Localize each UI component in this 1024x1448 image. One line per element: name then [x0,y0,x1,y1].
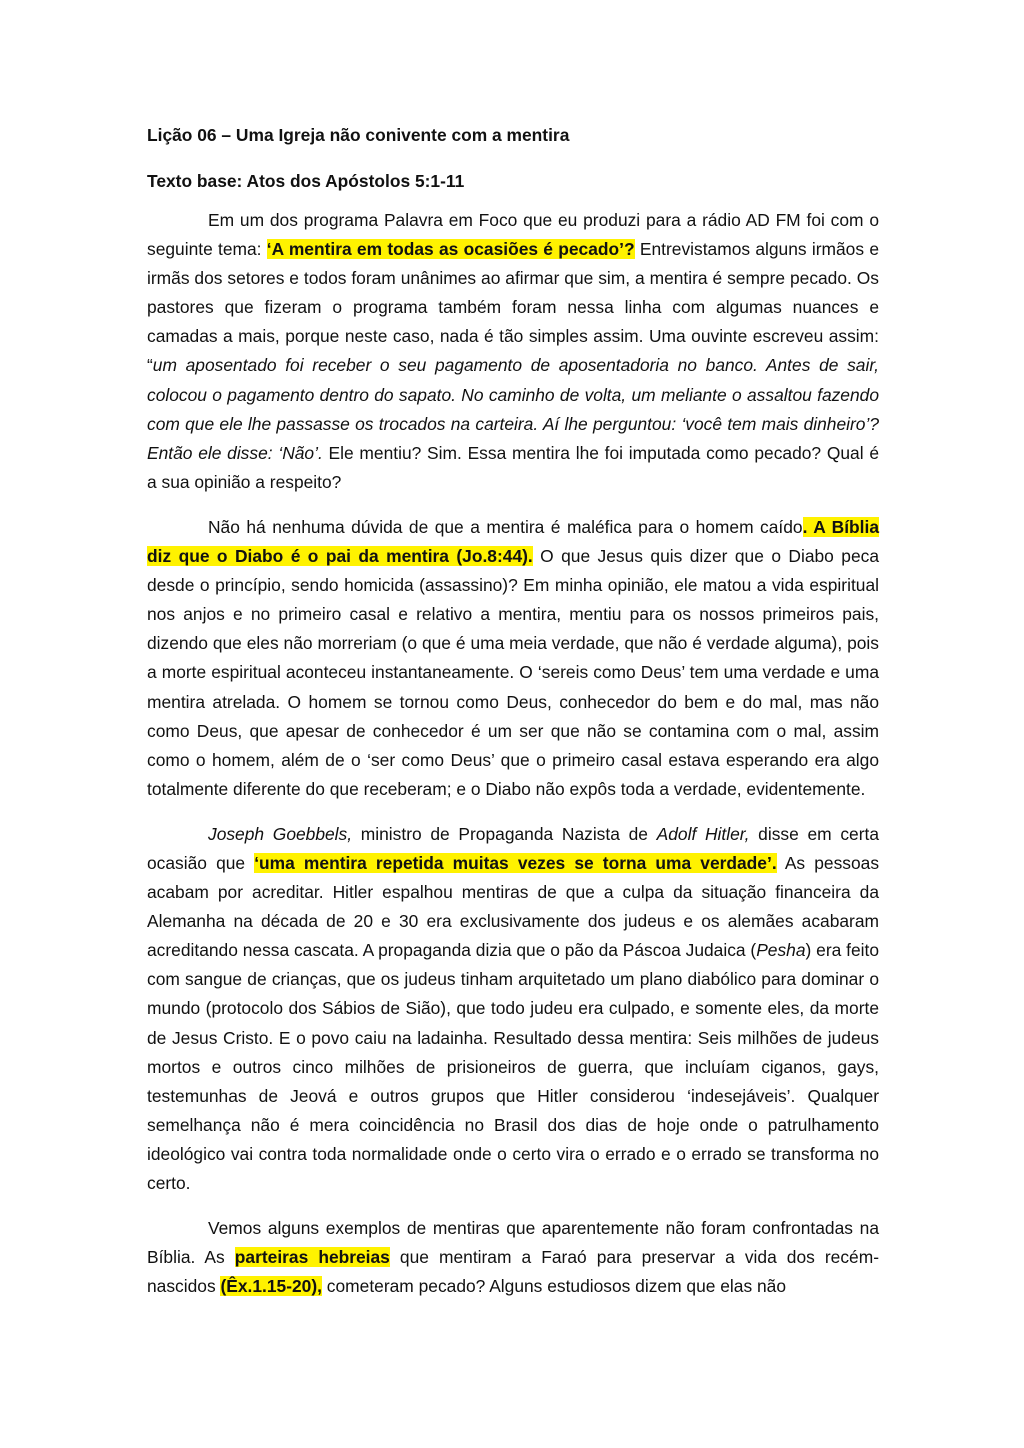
document-page [147,122,879,1317]
p4-text-b: que mentiram a Faraó para preservar a vida dos recém-nascidos [147,1247,879,1297]
p1-highlight: ‘A mentira em todas as ocasiões é pecado’? [266,239,635,260]
p2-text-b: O que Jesus quis dizer que o Diabo peca desde o princípio, sendo homicida (assassino)? Em minha opinião, ele matou a vida espiritual nos anjos e no primeiro casal e relativo a mentira, mentiu para os nossos primeiros pais, dizendo que eles não morreriam (o que é uma meia verdade, que não é verdade alguma), pois a morte espiritual aconteceu instantaneamente. O ‘sereis como Deus’ tem uma verdade e uma mentira atrelada. O homem se tornou como Deus, conhecedor do bem e do mal, mas não como Deus, que apesar de conhecedor é um ser que não se contamina com o mal, assim como o homem, além de o ‘ser como Deus’ que o primeiro casal estava esperando era algo totalmente diferente do que receberam; e o Diabo não expôs toda a verdade, evidentemente. [147,546,879,799]
p4-highlight-reference: (Êx.1.15-20), [220,1276,322,1297]
p4-text-c: cometeram pecado? Alguns estudiosos dizem que elas não [321,1276,787,1297]
p3-italic-pesha: Pesha [756,940,806,961]
p3-text-c: As pessoas acabam por acreditar. Hitler espalhou mentiras de que a culpa da situação financeira da Alemanha na década de 20 e 30 era exclusivamente dos judeus e os alemães acabaram acreditando nessa cascata. A propaganda dizia que o pão da Páscoa Judaica ( [147,852,880,961]
p3-italic-goebbels: Joseph Goebbels, [208,823,353,844]
paragraph-2 [147,513,879,804]
p2-highlight: . A Bíblia diz que o Diabo é o pai da mentira (Jo.8:44). [147,516,880,567]
paragraph-4 [147,1214,879,1301]
p4-text-a: Vemos alguns exemplos de mentiras que aparentemente não foram confrontadas na Bíblia. As [147,1218,879,1268]
paragraph-3 [147,820,879,1198]
p1-text-a: Em um dos programa Palavra em Foco que eu produzi para a rádio AD FM foi com o seguinte tema: [147,210,879,260]
p1-text-c: Ele mentiu? Sim. Essa mentira lhe foi imputada como pecado? Qual é a sua opinião a respeito? [147,442,879,492]
p3-text-d: ) era feito com sangue de crianças, que os judeus tinham arquitetado um plano diabólico para dominar o mundo (protocolo dos Sábios de Sião), que todo judeu era culpado, e somente eles, da morte de Jesus Cristo. E o povo caiu na ladainha. Resultado dessa mentira: Seis milhões de judeus mortos e outros cinco milhões de prisioneiros de guerra, que incluíam ciganos, gays, testemunhas de Jeová e outros grupos que Hitler considerou ‘indesejáveis’. Qualquer semelhança não é mera coincidência no Brasil dos dias de hoje onde o patrulhamento ideológico vai contra toda normalidade onde o certo vira o errado e o errado se transforma no certo. [147,940,879,1193]
p2-text-a: Não há nenhuma dúvida de que a mentira é maléfica para o homem caído [208,516,803,537]
p3-italic-hitler: Adolf Hitler, [656,823,750,844]
p3-highlight: ‘uma mentira repetida muitas vezes se torna uma verdade’. [254,852,777,873]
lesson-title: Lição 06 – Uma Igreja não conivente com a mentira [147,125,570,145]
p1-italic-quote: um aposentado foi receber o seu pagamento de aposentadoria no banco. Antes de sair, colocou o pagamento dentro do sapato. No caminho de volta, um meliante o assaltou fazendo com que ele lhe passasse os trocados na carteira. Aí lhe perguntou: ‘você tem mais dinheiro’? Então ele disse: ‘Não’. [147,355,879,463]
p3-text-b: disse em certa ocasião que [147,823,880,873]
p1-text-b: Entrevistamos alguns irmãos e irmãs dos setores e todos foram unânimes ao afirmar que sim, a mentira é sempre pecado. Os pastores que fizeram o programa também foram nessa linha com algumas nuances e camadas a mais, porque neste caso, nada é tão simples assim. Uma ouvinte escreveu assim: “ [147,239,879,376]
paragraph-1 [147,206,879,497]
p4-highlight-parteiras: parteiras hebreias [234,1247,390,1268]
p3-text-a: ministro de Propaganda Nazista de [352,823,657,844]
base-text-reference: Texto base: Atos dos Apóstolos 5:1-11 [147,171,465,191]
